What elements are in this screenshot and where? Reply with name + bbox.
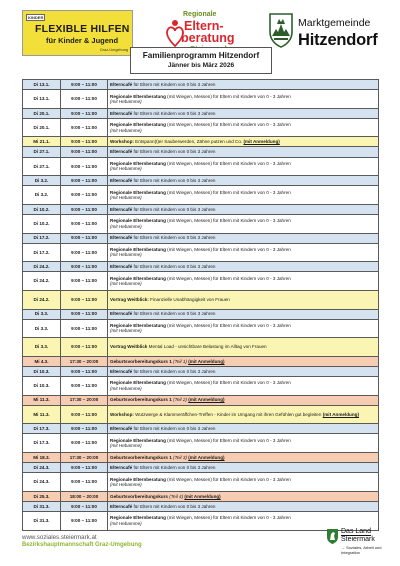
row-time: 9:00 – 11:00 — [61, 80, 108, 90]
row-date: Di 3.3. — [23, 309, 61, 319]
event-title: Regionale Elternberatung — [110, 437, 166, 443]
logo-line-1: FLEXIBLE HILFEN — [35, 23, 130, 35]
event-title: Elterncafé — [110, 178, 133, 184]
schedule-table — [22, 79, 379, 531]
row-description — [108, 356, 379, 366]
row-date: Di 31.3. — [23, 511, 61, 530]
event-note: (Teil 3) — [173, 454, 187, 460]
row-date: Di 10.2. — [23, 214, 61, 233]
event-title: Elterncafé — [110, 149, 133, 155]
row-description — [108, 186, 379, 205]
event-title: Workshop: — [110, 411, 134, 417]
row-description — [108, 405, 379, 424]
event-title: Geburtsvorbereitungskurs — [110, 493, 168, 499]
table-row — [23, 272, 379, 291]
logo-line-1: Marktgemeinde — [298, 17, 371, 29]
row-time: 9:00 – 11:00 — [61, 147, 108, 157]
event-note: (Teil 2) — [173, 397, 187, 403]
event-note: (mit Hebamme) — [110, 385, 142, 391]
row-date: Di 24.2. — [23, 272, 61, 291]
event-note: (mit Hebamme) — [110, 195, 142, 201]
event-text: für Eltern mit Kindern von 0 bis 3 Jahren — [132, 368, 216, 374]
table-row — [23, 147, 379, 157]
row-description — [108, 452, 379, 462]
steiermark-panther-icon — [326, 528, 339, 545]
row-time: 9:00 – 11:00 — [61, 233, 108, 243]
event-text: (mit Wiegen, Messen) für Eltern mit Kindern von 0 - 3 Jahren — [165, 218, 291, 224]
event-title: Vortrag Weitblick: — [110, 297, 149, 303]
table-row — [23, 356, 379, 366]
row-time: 9:00 – 11:00 — [61, 214, 108, 233]
row-date: Mi 18.3. — [23, 452, 61, 462]
event-title: Workshop: — [110, 139, 134, 145]
row-time: 17:30 – 20:00 — [61, 395, 108, 405]
event-text: für Eltern mit Kindern von 0 bis 3 Jahren — [132, 81, 216, 87]
event-note: (Teil 4) — [169, 493, 184, 499]
event-text: für Eltern mit Kindern von 0 bis 3 Jahren — [132, 206, 216, 212]
row-description — [108, 214, 379, 233]
row-time: 18:00 – 20:00 — [61, 491, 108, 501]
event-text: (mit Wiegen, Messen) für Eltern mit Kindern von 0 - 3 Jahren — [165, 161, 291, 167]
registration-note: (mit Anmeldung) — [243, 139, 280, 145]
table-row — [23, 501, 379, 511]
row-description — [108, 491, 379, 501]
row-date: Di 17.2. — [23, 243, 61, 262]
event-note: (mit Hebamme) — [110, 166, 142, 172]
logo-line-3: beratung — [181, 31, 235, 45]
event-title: Elterncafé — [110, 206, 133, 212]
row-date: Di 31.3. — [23, 501, 61, 511]
event-text: (mit Wiegen, Messen) für Eltern mit Kindern von 0 - 3 Jahren — [165, 93, 291, 99]
logo-tag: KINDER — [28, 15, 44, 20]
table-row — [23, 90, 379, 109]
table-row — [23, 473, 379, 492]
row-date: Di 3.3. — [23, 338, 61, 357]
row-time: 9:00 – 11:00 — [61, 463, 108, 473]
row-time: 9:00 – 11:00 — [61, 262, 108, 272]
row-date: Mi 11.3. — [23, 405, 61, 424]
registration-note: (mit Anmeldung) — [188, 397, 225, 403]
row-description — [108, 233, 379, 243]
table-row — [23, 319, 379, 338]
row-date: Di 20.1. — [23, 108, 61, 118]
event-note: (mit Hebamme) — [110, 98, 142, 104]
row-description — [108, 80, 379, 90]
row-time: 9:00 – 11:00 — [61, 90, 108, 109]
row-time: 9:00 – 11:00 — [61, 204, 108, 214]
registration-note: (mit Anmeldung) — [188, 454, 225, 460]
row-date: Di 24.3. — [23, 463, 61, 473]
table-row — [23, 395, 379, 405]
event-note: (mit Hebamme) — [110, 328, 142, 334]
row-description — [108, 262, 379, 272]
row-description — [108, 366, 379, 376]
row-date: Di 24.2. — [23, 290, 61, 309]
table-row — [23, 376, 379, 395]
row-description — [108, 290, 379, 309]
footer-org: Bezirkshauptmannschaft Graz-Umgebung — [22, 542, 142, 548]
event-text: (mit Wiegen, Messen) für Eltern mit Kindern von 0 - 3 Jahren — [165, 275, 291, 281]
row-time: 9:00 – 11:00 — [61, 243, 108, 262]
event-title: Elterncafé — [110, 311, 133, 317]
row-time: 9:00 – 11:00 — [61, 501, 108, 511]
row-time: 9:00 – 11:00 — [61, 290, 108, 309]
event-title: Elterncafé — [110, 81, 133, 87]
event-text: für Eltern mit Kindern von 0 bis 3 Jahren — [132, 235, 216, 241]
event-text: (mit Wiegen, Messen) für Eltern mit Kindern von 0 - 3 Jahren — [165, 476, 291, 482]
event-title: Geburtsvorbereitungskurs 1 — [110, 397, 172, 403]
row-description — [108, 309, 379, 319]
table-row — [23, 137, 379, 147]
row-time: 9:00 – 11:00 — [61, 157, 108, 176]
footer-url: www.soziales.steiermark.at — [22, 534, 97, 541]
land-line-2: Steiermark — [341, 536, 375, 543]
event-text: Entspann(t)er Sauberwerden, Zähne putzen und Co. — [133, 139, 244, 145]
row-date: Di 17.2. — [23, 233, 61, 243]
row-description — [108, 90, 379, 109]
event-text: (mit Wiegen, Messen) für Eltern mit Kindern von 0 - 3 Jahren — [165, 515, 291, 521]
table-row — [23, 338, 379, 357]
row-description — [108, 243, 379, 262]
registration-note: (mit Anmeldung) — [184, 493, 221, 499]
row-time: 17:30 – 20:00 — [61, 356, 108, 366]
event-title: Regionale Elternberatung — [110, 218, 166, 224]
event-text: Wutzwerge & Klammeräffchen-Treffen - Kinder im Umgang mit ihren Gefühlen gut begleiten — [133, 411, 323, 417]
row-date: Di 27.1. — [23, 157, 61, 176]
event-text: für Eltern mit Kindern von 0 bis 3 Jahren — [132, 426, 216, 432]
row-time: 9:00 – 11:00 — [61, 186, 108, 205]
row-date: Di 10.3. — [23, 366, 61, 376]
event-title: Elterncafé — [110, 110, 133, 116]
logo-line-2: Eltern- — [184, 19, 224, 33]
row-date: Di 13.1. — [23, 80, 61, 90]
row-date: Di 20.1. — [23, 118, 61, 137]
row-time: 9:00 – 11:00 — [61, 137, 108, 147]
row-description — [108, 501, 379, 511]
row-date: Di 27.1. — [23, 147, 61, 157]
event-title: Vortrag Weitblick — [110, 344, 148, 350]
row-description — [108, 319, 379, 338]
event-text: für Eltern mit Kindern von 0 bis 3 Jahren — [132, 464, 216, 470]
row-date: Mi 11.3. — [23, 395, 61, 405]
row-description — [108, 118, 379, 137]
row-description — [108, 473, 379, 492]
table-row — [23, 243, 379, 262]
event-title: Regionale Elternberatung — [110, 122, 166, 128]
logo-line-3: Graz-Umgebung — [99, 48, 128, 52]
event-text: (mit Wiegen, Messen) für Eltern mit Kindern von 0 - 3 Jahren — [165, 323, 291, 329]
event-text: (mit Wiegen, Messen) für Eltern mit Kindern von 0 - 3 Jahren — [165, 437, 291, 443]
event-title: Elterncafé — [110, 368, 133, 374]
row-description — [108, 137, 379, 147]
flexible-hilfen-logo — [22, 10, 133, 56]
event-title: Geburtsvorbereitungskurs 1 — [110, 454, 172, 460]
title-box — [130, 47, 272, 74]
event-title: Regionale Elternberatung — [110, 515, 166, 521]
coat-of-arms-icon — [268, 12, 294, 48]
event-text: Finanzielle Unabhängigkeit von Frauen — [148, 297, 230, 303]
row-time: 9:00 – 11:00 — [61, 366, 108, 376]
event-title: Regionale Elternberatung — [110, 247, 166, 253]
table-row — [23, 262, 379, 272]
row-time: 9:00 – 11:00 — [61, 376, 108, 395]
event-text: (mit Wiegen, Messen) für Eltern mit Kindern von 0 - 3 Jahren — [165, 122, 291, 128]
row-time: 9:00 – 11:00 — [61, 511, 108, 530]
row-time: 9:00 – 11:00 — [61, 473, 108, 492]
event-note: (mit Hebamme) — [110, 443, 142, 449]
event-title: Regionale Elternberatung — [110, 380, 166, 386]
event-text: für Eltern mit Kindern von 0 bis 3 Jahren — [132, 311, 216, 317]
table-row — [23, 434, 379, 453]
page-title: Familienprogramm Hitzendorf — [142, 51, 260, 60]
event-text: für Eltern mit Kindern von 0 bis 3 Jahren — [132, 149, 216, 155]
event-text: (mit Wiegen, Messen) für Eltern mit Kindern von 0 - 3 Jahren — [165, 380, 291, 386]
row-time: 9:00 – 11:00 — [61, 309, 108, 319]
row-description — [108, 376, 379, 395]
event-note: (mit Hebamme) — [110, 481, 142, 487]
table-row — [23, 463, 379, 473]
event-title: Geburtsvorbereitungskurs 1 — [110, 358, 172, 364]
marktgemeinde-logo — [268, 10, 393, 58]
event-title: Elterncafé — [110, 426, 133, 432]
row-date: Di 3.2. — [23, 186, 61, 205]
schedule-body — [23, 80, 379, 531]
table-row — [23, 80, 379, 90]
table-row — [23, 214, 379, 233]
row-date: Di 24.2. — [23, 262, 61, 272]
row-time: 9:00 – 11:00 — [61, 108, 108, 118]
event-note: (mit Hebamme) — [110, 252, 142, 258]
row-date: Di 17.3. — [23, 434, 61, 453]
land-line-3: → Soziales, Arbeit und Integration — [341, 545, 382, 555]
table-row — [23, 157, 379, 176]
event-title: Regionale Elternberatung — [110, 323, 166, 329]
event-note: (mit Hebamme) — [110, 281, 142, 287]
row-description — [108, 147, 379, 157]
registration-note: (mit Anmeldung) — [188, 358, 225, 364]
table-row — [23, 452, 379, 462]
table-row — [23, 491, 379, 501]
row-date: Di 17.3. — [23, 424, 61, 434]
event-note: (mit Hebamme) — [110, 127, 142, 133]
row-description — [108, 272, 379, 291]
row-date: Mi 21.1. — [23, 137, 61, 147]
page-subtitle: Jänner bis März 2026 — [167, 62, 235, 69]
table-row — [23, 176, 379, 186]
row-time: 9:00 – 11:00 — [61, 118, 108, 137]
table-row — [23, 290, 379, 309]
event-title: Regionale Elternberatung — [110, 93, 166, 99]
event-text: für Eltern mit Kindern von 0 bis 3 Jahren — [132, 110, 216, 116]
event-title: Elterncafé — [110, 503, 133, 509]
row-description — [108, 424, 379, 434]
table-row — [23, 186, 379, 205]
event-note: (mit Hebamme) — [110, 520, 142, 526]
row-time: 9:00 – 11:00 — [61, 424, 108, 434]
logo-line-2: für Kinder & Jugend — [46, 36, 119, 45]
event-text: für Eltern mit Kindern von 0 bis 3 Jahren — [132, 264, 216, 270]
event-title: Elterncafé — [110, 264, 133, 270]
event-text: Mental Load - unsichtbare Belastung im Alltag von Frauen — [147, 344, 267, 350]
event-title: Regionale Elternberatung — [110, 189, 166, 195]
table-row — [23, 118, 379, 137]
land-steiermark-logo — [326, 528, 386, 562]
event-title: Elterncafé — [110, 235, 133, 241]
row-date: Di 10.3. — [23, 376, 61, 395]
row-time: 9:00 – 11:00 — [61, 272, 108, 291]
table-row — [23, 405, 379, 424]
table-row — [23, 233, 379, 243]
row-date: Di 3.3. — [23, 319, 61, 338]
table-row — [23, 309, 379, 319]
table-row — [23, 204, 379, 214]
row-time: 9:00 – 11:00 — [61, 338, 108, 357]
row-time: 9:00 – 11:00 — [61, 405, 108, 424]
land-line-1: Das Land — [341, 528, 371, 535]
row-date: Di 13.1. — [23, 90, 61, 109]
row-time: 9:00 – 11:00 — [61, 176, 108, 186]
row-description — [108, 157, 379, 176]
row-date: Di 10.2. — [23, 204, 61, 214]
row-description — [108, 434, 379, 453]
event-text: für Eltern mit Kindern von 0 bis 3 Jahren — [132, 503, 216, 509]
row-description — [108, 204, 379, 214]
row-date: Di 24.3. — [23, 473, 61, 492]
row-time: 9:00 – 11:00 — [61, 434, 108, 453]
row-time: 17:30 – 20:00 — [61, 452, 108, 462]
logo-line-1: Regionale — [183, 11, 217, 18]
row-description — [108, 176, 379, 186]
event-text: (mit Wiegen, Messen) für Eltern mit Kindern von 0 - 3 Jahren — [165, 189, 291, 195]
row-description — [108, 395, 379, 405]
event-note: (Teil 1) — [173, 358, 187, 364]
table-row — [23, 108, 379, 118]
row-time: 9:00 – 11:00 — [61, 319, 108, 338]
row-description — [108, 463, 379, 473]
logo-line-2: Hitzendorf — [298, 31, 378, 49]
row-description — [108, 108, 379, 118]
table-row — [23, 366, 379, 376]
row-date: Di 3.2. — [23, 176, 61, 186]
event-title: Regionale Elternberatung — [110, 476, 166, 482]
event-title: Regionale Elternberatung — [110, 275, 166, 281]
event-text: (mit Wiegen, Messen) für Eltern mit Kindern von 0 - 3 Jahren — [165, 247, 291, 253]
event-title: Elterncafé — [110, 464, 133, 470]
event-text: für Eltern mit Kindern von 0 bis 3 Jahren — [132, 178, 216, 184]
event-note: (mit Hebamme) — [110, 223, 142, 229]
row-description — [108, 338, 379, 357]
row-date: Mi 4.3. — [23, 356, 61, 366]
event-title: Regionale Elternberatung — [110, 161, 166, 167]
table-row — [23, 424, 379, 434]
registration-note: (mit Anmeldung) — [322, 411, 360, 417]
row-date: Di 25.3. — [23, 491, 61, 501]
